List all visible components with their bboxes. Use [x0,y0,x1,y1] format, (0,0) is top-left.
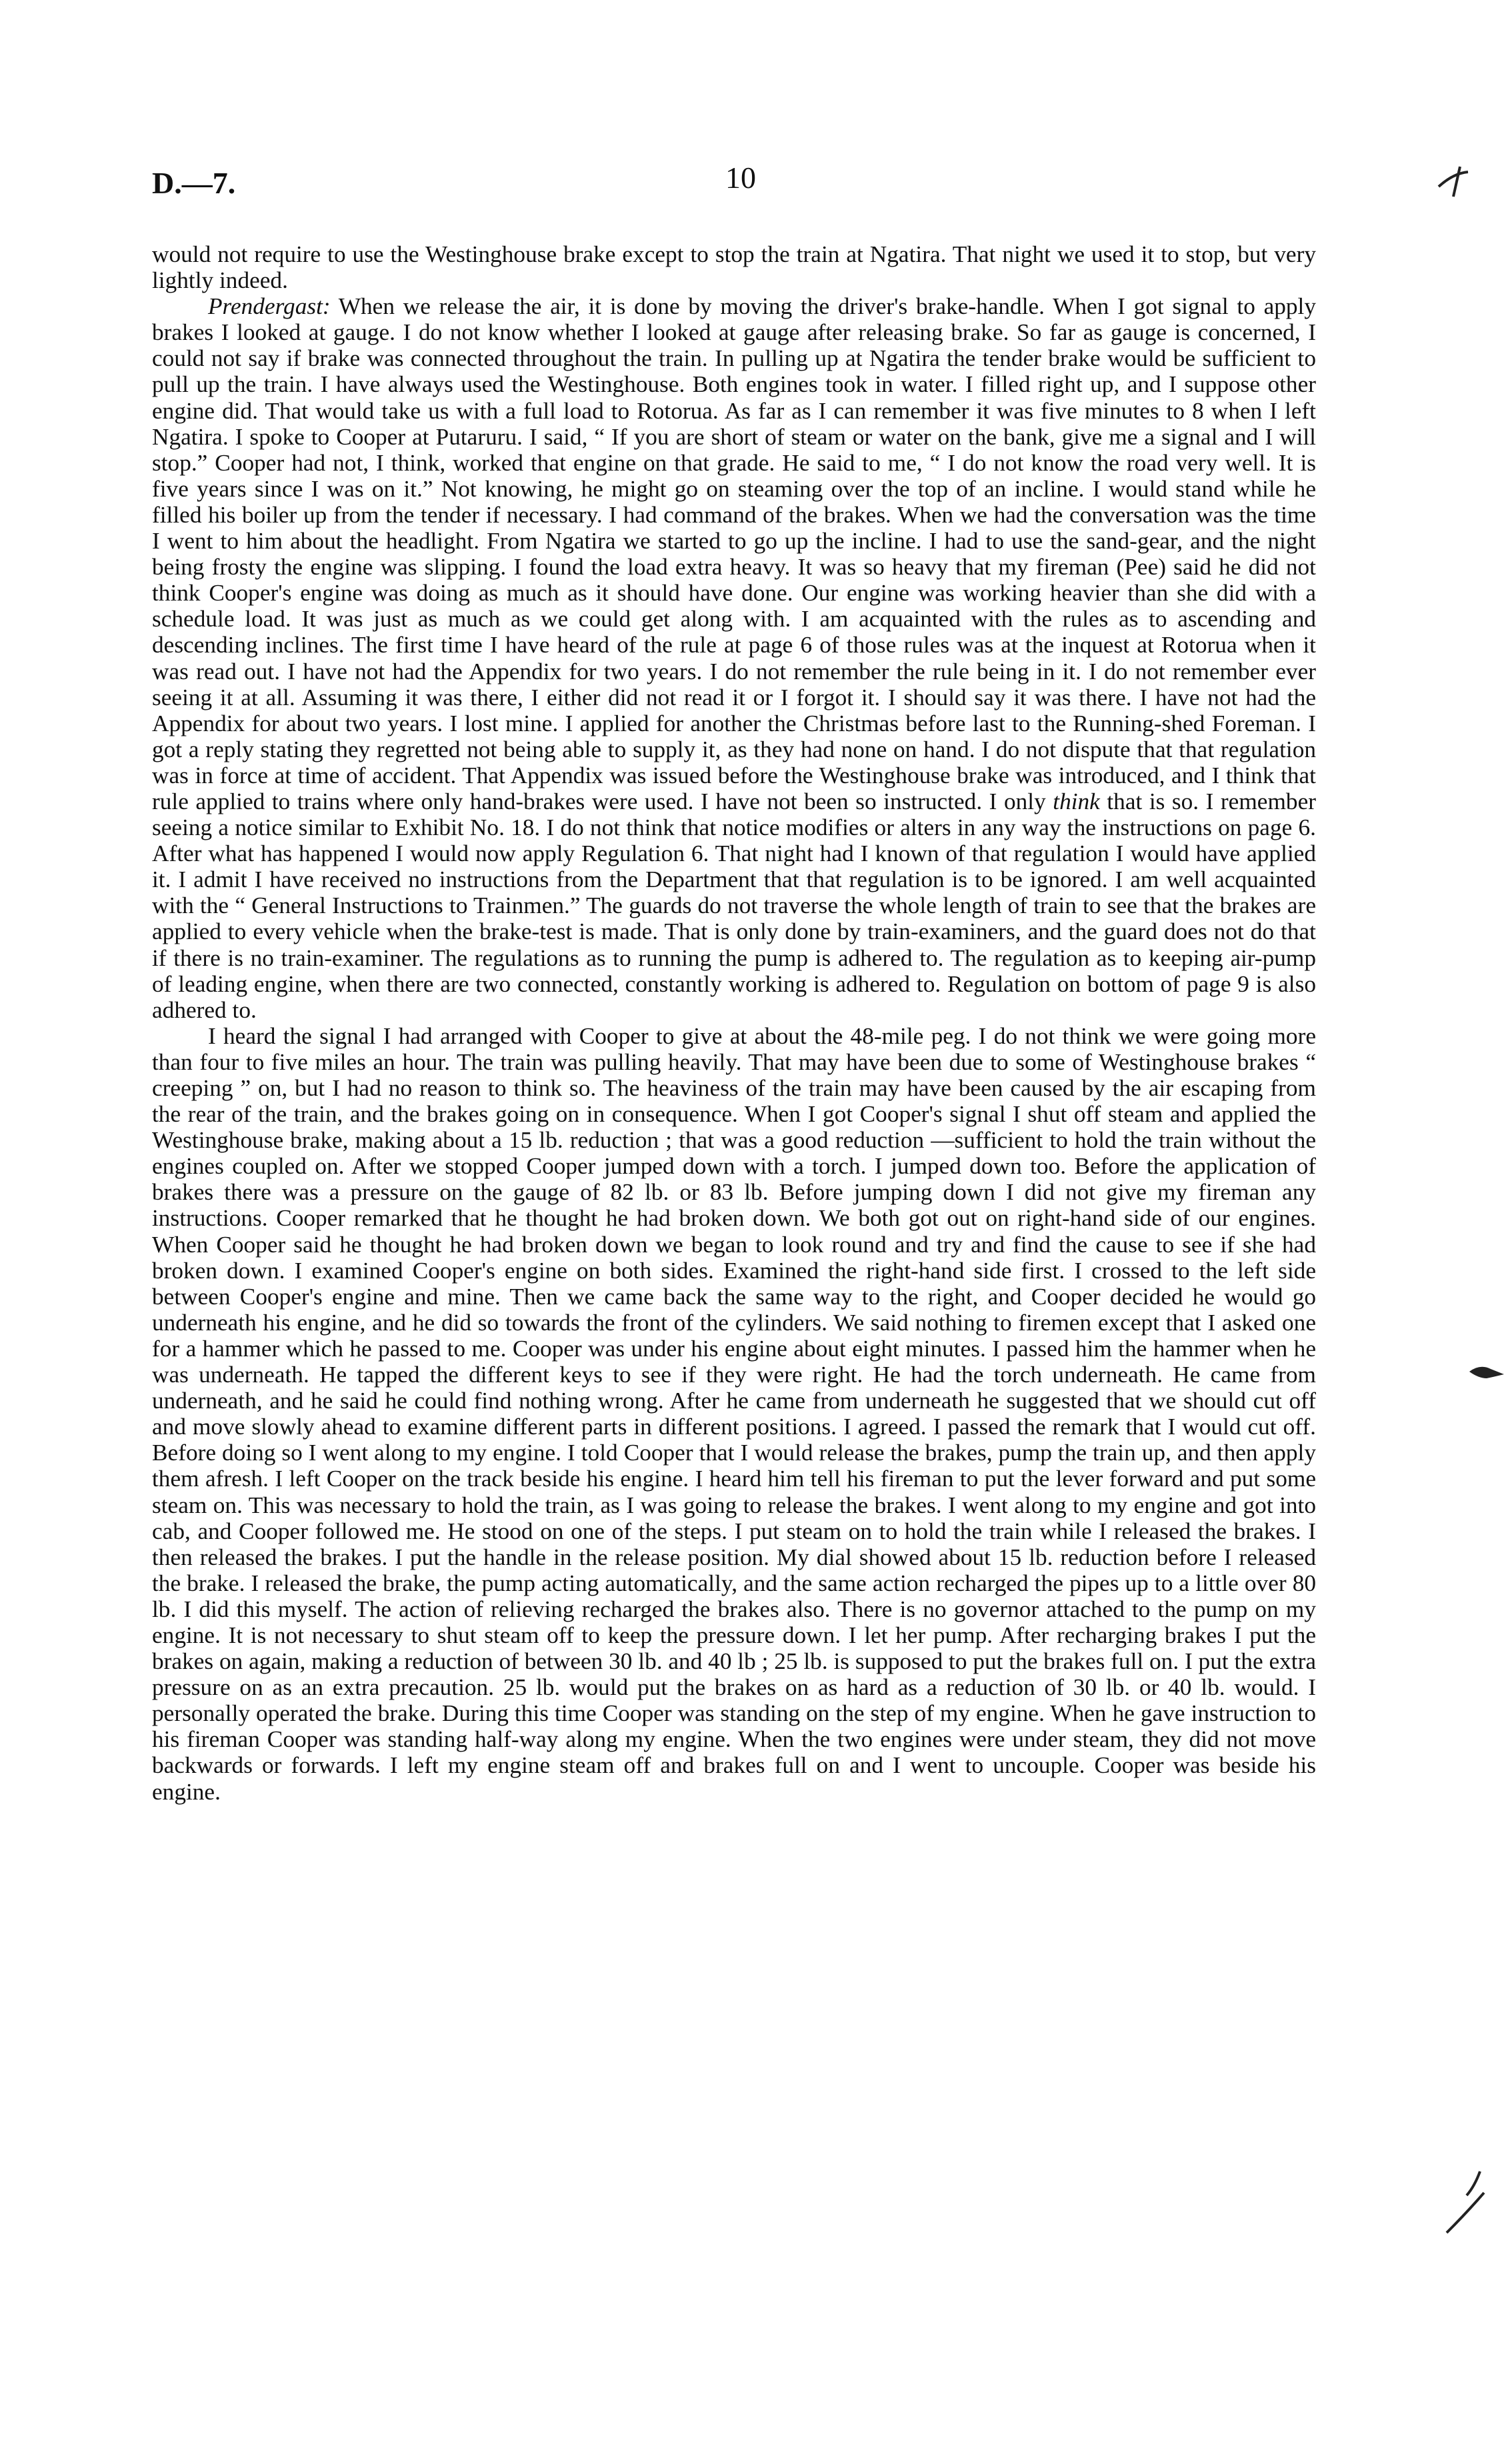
paragraph-3: I heard the signal I had arranged with Cooper to give at about the 48-mile peg. I do not think we were going more than four to five miles an hour. The train was pulling heavily. That may have been due to some of Westinghouse brakes “ creeping ” on, but I had no reason to think so. The heaviness of the train may have been caused by the air escaping from the rear of the train, and the brakes going on in consequence. When I got Cooper's signal I shut off steam and applied the Westinghouse brake, making about a 15 lb. reduction ; that was a good reduction —sufficient to hold the train without the engines coupled on. After we stopped Cooper jumped down with a torch. I jumped down too. Before the application of brakes there was a pressure on the gauge of 82 lb. or 83 lb. Before jumping down I did not give my fireman any instructions. Cooper remarked that he thought he had broken down. We both got out on right-hand side of our engines. When Cooper said he thought he had broken down we began to look round and try and find the cause to see if she had broken down. I examined Cooper's engine on both sides. Examined the right-hand side first. I crossed to the left side between Cooper's engine and mine. Then we came back the same way to the right, and Cooper decided he would go underneath his engine, and he did so towards the front of the cylinders. We said nothing to firemen except that I asked one for a hammer which he passed to me. Cooper was under his engine about eight minutes. I passed him the hammer when he was underneath. He tapped the different keys to see if they were right. He had the torch underneath. He came from underneath, and he said he could find nothing wrong. After he came from underneath he suggested that we should cut off and move slowly ahead to examine different parts in different positions. I agreed. I passed the remark that I would cut off. Before doing so I went along to my engine. I told Cooper that I would release the brakes, pump the train up, and then apply them afresh. I left Cooper on the track beside his engine. I heard him tell his fireman to put the lever forward and put some steam on. This was necessary to hold the train, as I was going to release the brakes. I went along to my engine and got into cab, and Cooper followed me. He stood on one of the steps. I put steam on to hold the train while I released the brakes. I then released the brakes. I put the handle in the release position. My dial showed about 15 lb. reduction before I released the brake. I released the brake, the pump acting automatically, and the same action recharged the pipes up to a little over 80 lb. I did this myself. The action of relieving recharged the brakes also. There is no governor attached to the pump on my engine. It is not necessary to shut steam off to keep the pressure down. I let her pump. After recharging brakes I put the brakes on again, making a reduction of between 30 lb. and 40 lb ; 25 lb. is supposed to put the brakes full on. I put the extra pressure on as an extra precaution. 25 lb. would put the brakes on as hard as a reduction of 30 lb. or 40 lb. would. I personally operated the brake. During this time Cooper was standing on the step of my engine. When he gave instruction to his fireman Cooper was standing half-way along my engine. When the two engines were under steam, they did not move backwards or forwards. I left my engine steam off and brakes full on and I went to uncouple. Cooper was beside his engine. [152,1022,1316,1805]
page-header [152,160,1319,213]
paragraph-1: would not require to use the Westinghouse brake except to stop the train at Ngatira. That night we used it to stop, but very lightly indeed. [152,241,1316,294]
margin-pen-mark-bottom [1440,2166,1493,2239]
document-reference: D.—7. [152,166,236,200]
paragraph-2 [152,293,1316,1023]
paragraph-2-text-b: that is so. I remember seeing a notice similar to Exhibit No. 18. I do not think that notice modifies or alters in any way the instructions on page 6. After what has happened I would now apply Regulation 6. That night had I known of that regulation I would have applied it. I admit I have received no instructions from the Department that that regulation is to be ignored. I am well acquainted with the “ General Instructions to Trainmen.” The guards do not traverse the whole length of train to see that the brakes are applied to every vehicle when the brake-test is made. That is only done by train-examiners, and the guard does not do that if there is no train-examiner. The regulations as to running the pump is adhered to. The regulation as to keeping air-pump of leading engine, when there are two connected, constantly working is adhered to. Regulation on bottom of page 9 is also adhered to. [152,788,1316,1023]
margin-pen-mark-top [1433,160,1493,200]
speaker-name: Prendergast: [208,293,331,320]
paragraph-2-text-a: When we release the air, it is done by moving the driver's brake-handle. When I got signal to apply brakes I looked at gauge. I do not know whether I looked at gauge after releasing brake. So far as gauge is concerned, I could not say if brake was connected throughout the train. In pulling up at Ngatira the tender brake would be sufficient to pull up the train. I have always used the Westinghouse. Both engines took in water. I filled right up, and I suppose other engine did. That would take us with a full load to Rotorua. As far as I can remember it was five minutes to 8 when I left Ngatira. I spoke to Cooper at Putaruru. I said, “ If you are short of steam or water on the bank, give me a signal and I will stop.” Cooper had not, I think, worked that engine on that grade. He said to me, “ I do not know the road very well. It is five years since I was on it.” Not knowing, he might go on steaming over the top of an incline. I would stand while he filled his boiler up from the tender if necessary. I had command of the brakes. When we had the conversation was the time I went to him about the headlight. From Ngatira we started to go up the incline. I had to use the sand-gear, and the night being frosty the engine was slipping. I found the load extra heavy. It was so heavy that my fireman (Pee) said he did not think Cooper's engine was doing as much as it should have done. Our engine was working heavier than she did with a schedule load. It was just as much as we could get along with. I am acquainted with the rules as to ascending and descending inclines. The first time I have heard of the rule at page 6 of those rules was at the inquest at Rotorua when it was read out. I have not had the Appendix for two years. I do not remember the rule being in it. I do not remember ever seeing it at all. Assuming it was there, I either did not read it or I forgot it. I should say it was there. I have not had the Appendix for about two years. I lost mine. I applied for another the Christmas before last to the Running-shed Foreman. I got a reply stating they regretted not being able to supply it, as they had none on hand. I do not dispute that that regulation was in force at time of accident. That Appendix was issued before the Westinghouse brake was introduced, and I think that rule applied to trains where only hand-brakes were used. I have not been so instructed. I only [152,293,1316,814]
margin-arrow-mark [1467,1360,1507,1386]
emphasis-think: think [1053,788,1100,814]
body-text [152,241,1316,1805]
page-number: 10 [725,161,756,195]
